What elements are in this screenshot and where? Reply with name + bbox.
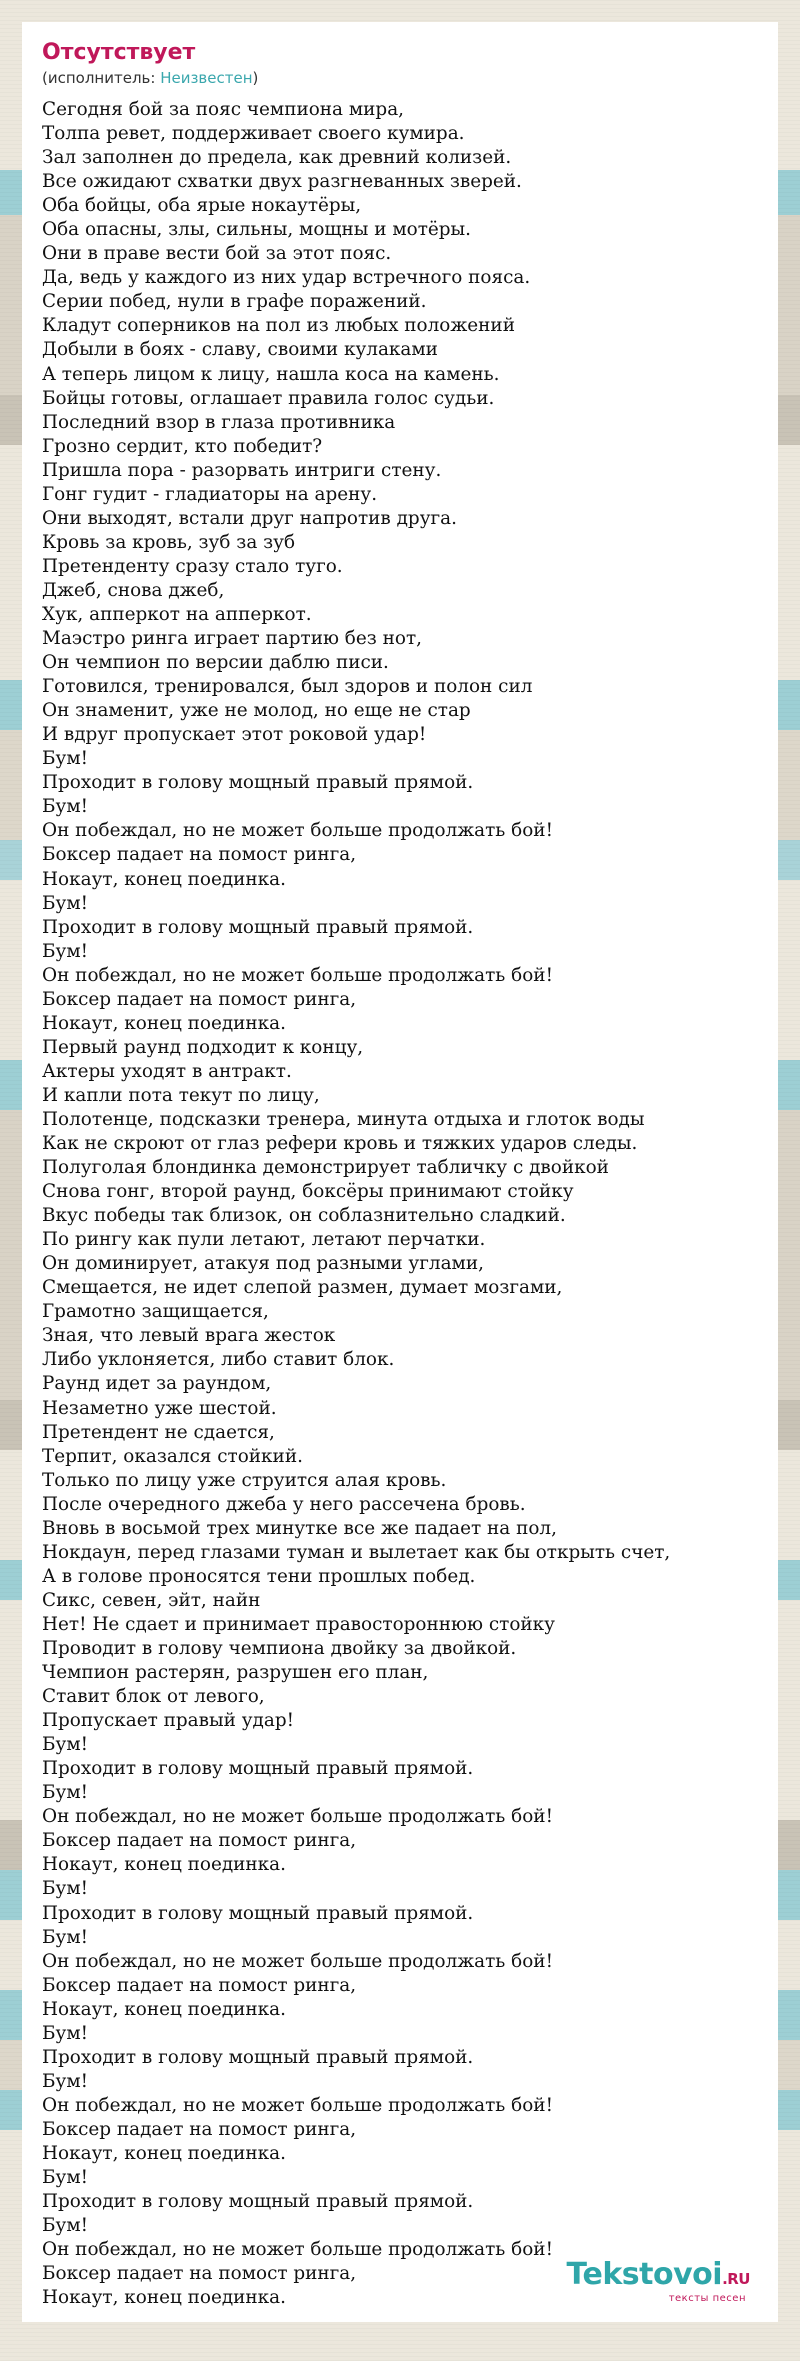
lyric-line: Претендент не сдается, xyxy=(42,1421,275,1443)
lyric-line: Бум! xyxy=(42,2215,89,2237)
lyric-line: Боксер падает на помост ринга, xyxy=(42,844,357,866)
lyric-line: Сегодня бой за пояс чемпиона мира, xyxy=(42,99,405,120)
lyric-line: Оба бойцы, оба ярые нокаутёры, xyxy=(42,195,362,217)
lyric-line: Либо уклоняется, либо ставит блок. xyxy=(42,1349,395,1371)
lyric-line: Да, ведь у каждого из них удар встречного пояса. xyxy=(42,267,531,289)
logo-tagline: тексты песен xyxy=(668,2293,746,2304)
lyric-line: Чемпион растерян, разрушен его план, xyxy=(42,1662,429,1684)
lyric-line: Бойцы готовы, оглашает правила голос судьи. xyxy=(42,387,495,409)
lyric-line: Первый раунд подходит к концу, xyxy=(42,1036,364,1058)
lyric-line: Бум! xyxy=(42,796,89,818)
lyric-line: Проходит в голову мощный правый прямой. xyxy=(42,772,474,794)
lyric-line: Они в праве вести бой за этот пояс. xyxy=(42,243,392,265)
lyric-line: Он побеждал, но не может больше продолжать бой! xyxy=(42,1950,553,1972)
lyric-line: Проходит в голову мощный правый прямой. xyxy=(42,1758,474,1780)
lyric-line: Нокаут, конец поединка. xyxy=(42,1854,286,1876)
lyric-line: Они выходят, встали друг напротив друга. xyxy=(42,507,457,529)
lyric-line: Кладут соперников на пол из любых положений xyxy=(42,315,515,337)
lyrics-page-panel xyxy=(22,22,778,2322)
lyric-line: Проходит в голову мощный правый прямой. xyxy=(42,1902,474,1924)
lyric-line: Ставит блок от левого, xyxy=(42,1686,265,1708)
lyric-line: Он побеждал, но не может больше продолжать бой! xyxy=(42,964,553,986)
lyric-line: Готовился, тренировался, был здоров и полон сил xyxy=(42,676,533,698)
lyric-line: А в голове проносятся тени прошлых побед. xyxy=(42,1565,476,1587)
lyric-line: Все ожидают схватки двух разгневанных зверей. xyxy=(42,171,522,193)
lyric-line: Бум! xyxy=(42,2167,89,2189)
lyric-line: Он побеждал, но не может больше продолжать бой! xyxy=(42,820,553,842)
lyric-line: Боксер падает на помост ринга, xyxy=(42,1830,357,1852)
lyric-line: Зал заполнен до предела, как древний колизей. xyxy=(42,147,512,169)
lyric-line: Претенденту сразу стало туго. xyxy=(42,555,343,577)
lyric-line: Маэстро ринга играет партию без нот, xyxy=(42,628,422,650)
artist-line xyxy=(42,68,758,88)
lyric-line: Снова гонг, второй раунд, боксёры принимают стойку xyxy=(42,1181,574,1203)
lyric-line: Терпит, оказался стойкий. xyxy=(42,1445,303,1467)
lyrics-text xyxy=(42,98,758,2310)
lyric-line: Бум! xyxy=(42,2022,89,2044)
lyric-line: Проходит в голову мощный правый прямой. xyxy=(42,2046,474,2068)
lyric-line: Боксер падает на помост ринга, xyxy=(42,988,357,1010)
lyric-line: А теперь лицом к лицу, нашла коса на камень. xyxy=(42,363,500,385)
lyric-line: Бум! xyxy=(42,1878,89,1900)
lyric-line: Боксер падает на помост ринга, xyxy=(42,1974,357,1996)
lyric-line: Смещается, не идет слепой размен, думает мозгами, xyxy=(42,1277,563,1299)
lyric-line: Зная, что левый врага жесток xyxy=(42,1325,336,1347)
lyric-line: Вновь в восьмой трех минутке все же падает на пол, xyxy=(42,1517,557,1539)
lyric-line: Оба опасны, злы, сильны, мощны и мотёры. xyxy=(42,219,472,241)
lyric-line: Полотенце, подсказки тренера, минута отдыха и глоток воды xyxy=(42,1108,645,1130)
lyric-line: Хук, апперкот на апперкот. xyxy=(42,603,312,625)
lyric-line: Проходит в голову мощный правый прямой. xyxy=(42,916,474,938)
artist-prefix: (исполнитель: xyxy=(42,69,161,87)
lyric-line: Гонг гудит - гладиаторы на арену. xyxy=(42,483,378,505)
lyric-line: Нокаут, конец поединка. xyxy=(42,2287,286,2309)
lyric-line: Грозно сердит, кто победит? xyxy=(42,435,323,457)
lyric-line: После очередного джеба у него рассечена бровь. xyxy=(42,1493,526,1515)
lyric-line: Он побеждал, но не может больше продолжать бой! xyxy=(42,2094,553,2116)
lyric-line: Нет! Не сдает и принимает правостороннюю стойку xyxy=(42,1613,555,1635)
artist-suffix: ) xyxy=(252,69,259,87)
lyric-line: И вдруг пропускает этот роковой удар! xyxy=(42,724,427,746)
lyric-line: Бум! xyxy=(42,892,89,914)
logo-name: Tekstovoi xyxy=(566,2257,723,2292)
lyric-line: Он знаменит, уже не молод, но еще не стар xyxy=(42,700,471,722)
lyric-line: Кровь за кровь, зуб за зуб xyxy=(42,531,296,553)
lyric-line: Бум! xyxy=(42,1734,89,1756)
lyric-line: Серии побед, нули в графе поражений. xyxy=(42,291,427,313)
lyric-line: Вкус победы так близок, он соблазнительно сладкий. xyxy=(42,1205,566,1227)
lyric-line: Бум! xyxy=(42,2070,89,2092)
lyric-line: Джеб, снова джеб, xyxy=(42,579,225,601)
lyric-line: Бум! xyxy=(42,940,89,962)
lyric-line: Боксер падает на помост ринга, xyxy=(42,2263,357,2285)
lyric-line: Он побеждал, но не может больше продолжать бой! xyxy=(42,2239,553,2261)
lyric-line: Незаметно уже шестой. xyxy=(42,1397,277,1419)
artist-link[interactable]: Неизвестен xyxy=(160,69,253,87)
lyric-line: Добыли в боях - славу, своими кулаками xyxy=(42,339,438,361)
lyric-line: Только по лицу уже струится алая кровь. xyxy=(42,1469,447,1491)
logo-tld: .RU xyxy=(722,2270,750,2288)
lyric-line: Проводит в голову чемпиона двойку за двойкой. xyxy=(42,1638,517,1659)
site-logo[interactable] xyxy=(567,2259,750,2304)
lyric-line: Проходит в голову мощный правый прямой. xyxy=(42,2191,474,2213)
lyric-line: Сикс, севен, эйт, найн xyxy=(42,1589,261,1611)
lyric-line: Нокаут, конец поединка. xyxy=(42,1012,286,1034)
lyric-line: Последний взор в глаза противника xyxy=(42,411,396,433)
lyric-line: Бум! xyxy=(42,1782,89,1804)
lyric-line: Пришла пора - разорвать интриги стену. xyxy=(42,459,442,481)
lyric-line: Полуголая блондинка демонстрирует табличку с двойкой xyxy=(42,1157,609,1179)
lyric-line: Пропускает правый удар! xyxy=(42,1710,294,1732)
lyric-line: Актеры уходят в антракт. xyxy=(42,1060,292,1082)
lyric-line: По рингу как пули летают, летают перчатки. xyxy=(42,1229,486,1251)
lyric-line: Боксер падает на помост ринга, xyxy=(42,2118,357,2140)
lyric-line: Толпа ревет, поддерживает своего кумира. xyxy=(42,123,465,145)
lyric-line: Он доминирует, атакуя под разными углами, xyxy=(42,1253,484,1275)
lyric-line: Нокаут, конец поединка. xyxy=(42,2142,286,2164)
lyric-line: Как не скроют от глаз рефери кровь и тяжких ударов следы. xyxy=(42,1133,638,1155)
lyric-line: Раунд идет за раундом, xyxy=(42,1373,272,1395)
lyric-line: Нокаут, конец поединка. xyxy=(42,868,286,890)
song-title: Отсутствует xyxy=(42,40,196,65)
lyric-line: Нокдаун, перед глазами туман и вылетает как бы открыть счет, xyxy=(42,1541,671,1563)
lyric-line: Бум! xyxy=(42,748,89,770)
lyric-line: Он побеждал, но не может больше продолжать бой! xyxy=(42,1806,553,1828)
lyric-line: Грамотно защищается, xyxy=(42,1301,269,1323)
lyric-line: И капли пота текут по лицу, xyxy=(42,1084,320,1106)
lyric-line: Он чемпион по версии даблю писи. xyxy=(42,652,389,674)
lyric-line: Нокаут, конец поединка. xyxy=(42,1998,286,2020)
lyric-line: Бум! xyxy=(42,1926,89,1948)
